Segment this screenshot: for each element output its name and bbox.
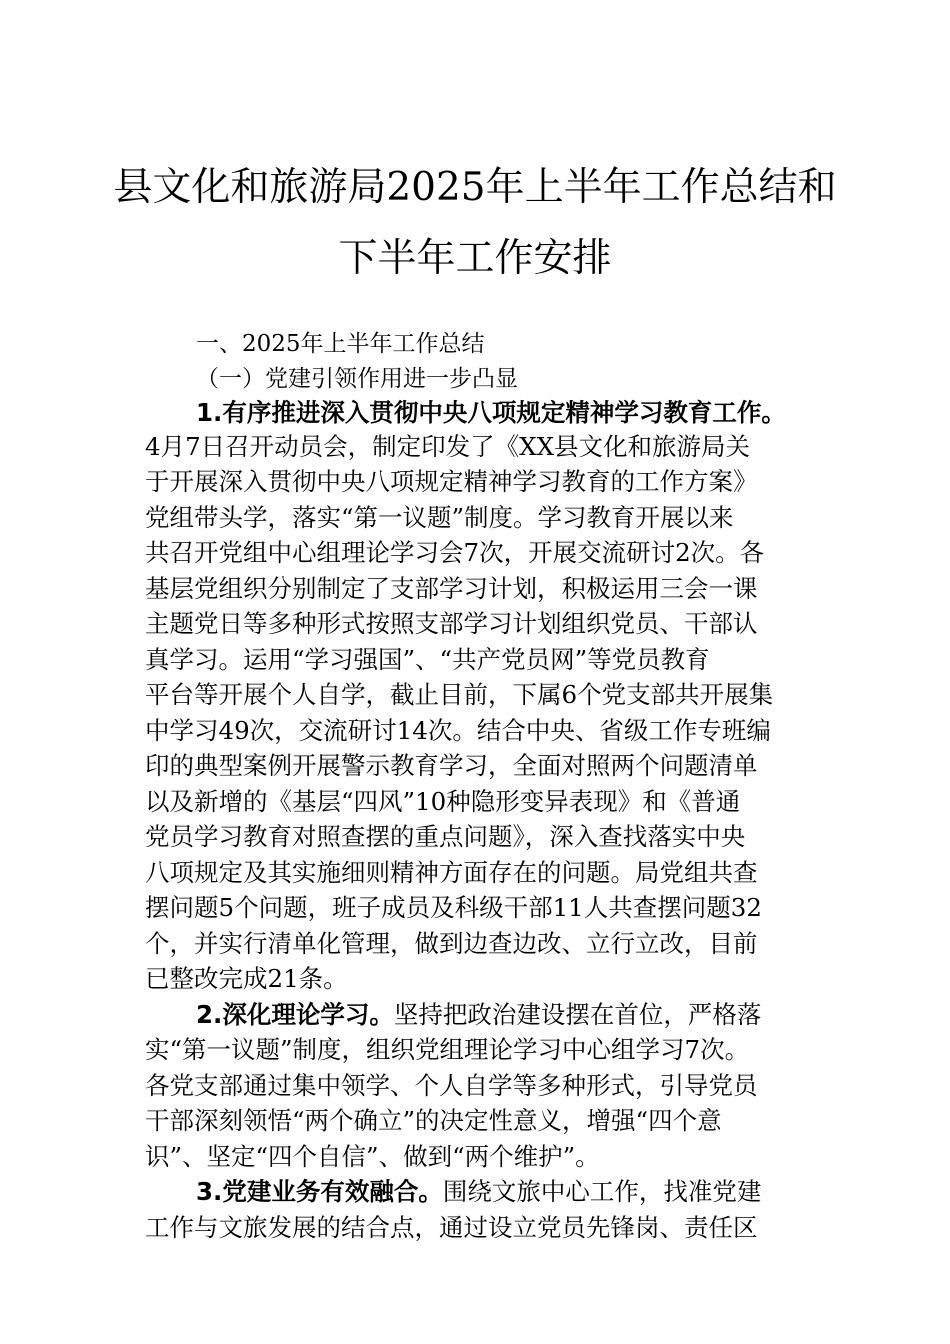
item3-title: 3.党建业务有效融合。 bbox=[196, 1177, 443, 1206]
paragraph-line: 共召开党组中心组理论学习会7次，开展交流研讨2次。各 bbox=[145, 538, 765, 567]
paragraph-line: 识”、坚定“四个自信”、做到“两个维护”。 bbox=[145, 1142, 600, 1171]
paragraph-line: 党员学习教育对照查摆的重点问题》，深入查找落实中央 bbox=[145, 822, 746, 851]
paragraph-line: 摆问题5个问题，班子成员及科级干部11人共查摆问题32 bbox=[145, 893, 762, 922]
item2-first-text: 坚持把政治建设摆在首位，严格落 bbox=[393, 1000, 762, 1029]
paragraph-line: 工作与文旅发展的结合点，通过设立党员先锋岗、责任区 bbox=[145, 1213, 758, 1242]
paragraph-line: 主题党日等多种形式按照支部学习计划组织党员、干部认 bbox=[145, 609, 758, 638]
document-title-line-1: 县文化和旅游局2025年上半年工作总结和 bbox=[113, 165, 837, 210]
paragraph-line: 党组带头学，落实“第一议题”制度。学习教育开展以来 bbox=[145, 503, 734, 532]
item2-first-line bbox=[196, 998, 816, 1032]
paragraph-line: 基层党组织分别制定了支部学习计划，积极运用三会一课 bbox=[145, 574, 758, 603]
section-heading: 一、2025年上半年工作总结 bbox=[196, 331, 485, 357]
paragraph-line: 已整改完成21条。 bbox=[145, 964, 348, 993]
paragraph-line: 个，并实行清单化管理，做到边查边改、立行立改，目前 bbox=[145, 929, 758, 958]
subsection-heading: （一）党建引领作用进一步凸显 bbox=[196, 366, 518, 392]
paragraph-line: 中学习49次，交流研讨14次。结合中央、省级工作专班编 bbox=[145, 716, 771, 745]
paragraph-line: 4月7日召开动员会，制定印发了《XX县文化和旅游局关 bbox=[145, 432, 751, 461]
item3-first-text: 围绕文旅中心工作，找准党建 bbox=[442, 1177, 762, 1206]
paragraph-line: 真学习。运用“学习强国”、“共产党员网”等党员教育 bbox=[145, 645, 710, 674]
paragraph-line: 实“第一议题”制度，组织党组理论学习中心组学习7次。 bbox=[145, 1035, 750, 1064]
paragraph-line: 八项规定及其实施细则精神方面存在的问题。局党组共查 bbox=[145, 858, 758, 887]
item1-title: 1.有序推进深入贯彻中央八项规定精神学习教育工作。 bbox=[196, 398, 786, 427]
paragraph-line: 干部深刻领悟“两个确立”的决定性意义，增强“四个意 bbox=[145, 1106, 722, 1135]
paragraph-line: 各党支部通过集中领学、个人自学等多种形式，引导党员 bbox=[145, 1071, 758, 1100]
item2-title: 2.深化理论学习。 bbox=[196, 1000, 394, 1029]
paragraph-line: 于开展深入贯彻中央八项规定精神学习教育的工作方案》 bbox=[145, 467, 758, 496]
item3-first-line bbox=[196, 1175, 816, 1209]
paragraph-line: 印的典型案例开展警示教育学习，全面对照两个问题清单 bbox=[145, 751, 758, 780]
document-title-line-2: 下半年工作安排 bbox=[338, 236, 612, 281]
paragraph-line: 以及新增的《基层“四风”10种隐形变异表现》和《普通 bbox=[145, 787, 741, 816]
paragraph-line: 平台等开展个人自学，截止目前，下属6个党支部共开展集 bbox=[145, 680, 774, 709]
